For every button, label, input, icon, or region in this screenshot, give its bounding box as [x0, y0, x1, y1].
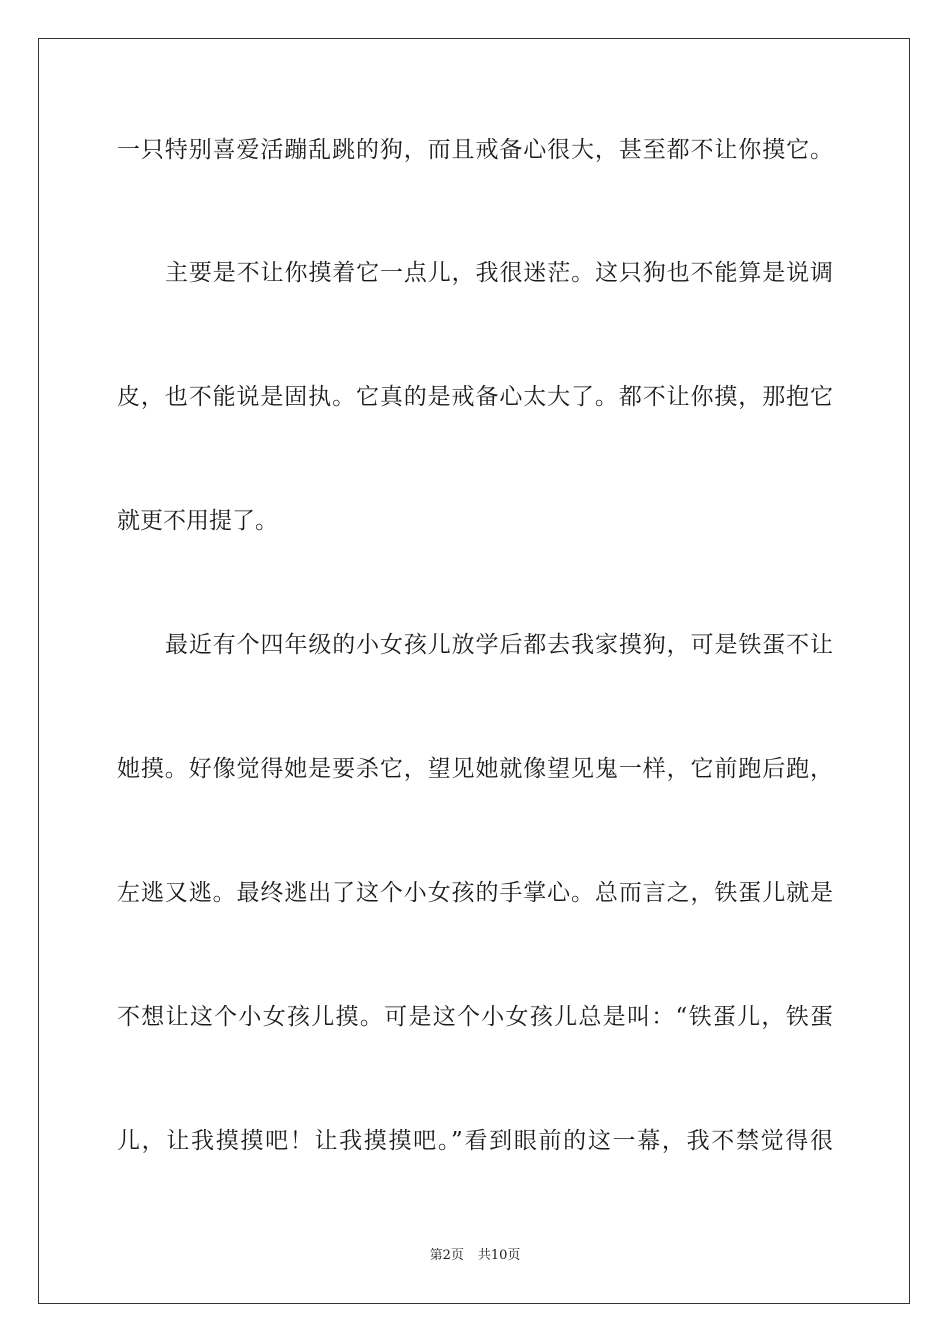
paragraph-first-line: 最近有个四年级的小女孩儿放学后都去我家摸狗，可是铁蛋不让	[165, 632, 833, 658]
page-footer	[0, 1247, 950, 1265]
body-text-line: 儿，让我摸摸吧！让我摸摸吧。”看到眼前的这一幕，我不禁觉得很	[117, 1128, 833, 1154]
body-text-line: 她摸。好像觉得她是要杀它，望见她就像望见鬼一样，它前跑后跑，	[117, 756, 833, 782]
paragraph-first-line: 主要是不让你摸着它一点儿，我很迷茫。这只狗也不能算是说调	[165, 260, 833, 286]
page-number: 第2页	[429, 1248, 464, 1263]
page-frame	[38, 38, 910, 1304]
body-text-line: 皮，也不能说是固执。它真的是戒备心太大了。都不让你摸，那抱它	[117, 384, 833, 410]
page-total: 共10页	[477, 1248, 521, 1263]
body-text-line: 一只特别喜爱活蹦乱跳的狗，而且戒备心很大，甚至都不让你摸它。	[117, 137, 833, 163]
body-text-line: 左逃又逃。最终逃出了这个小女孩的手掌心。总而言之，铁蛋儿就是	[117, 880, 833, 906]
body-text-line: 不想让这个小女孩儿摸。可是这个小女孩儿总是叫：“铁蛋儿，铁蛋	[117, 1004, 833, 1030]
body-text-line: 就更不用提了。	[117, 508, 278, 534]
